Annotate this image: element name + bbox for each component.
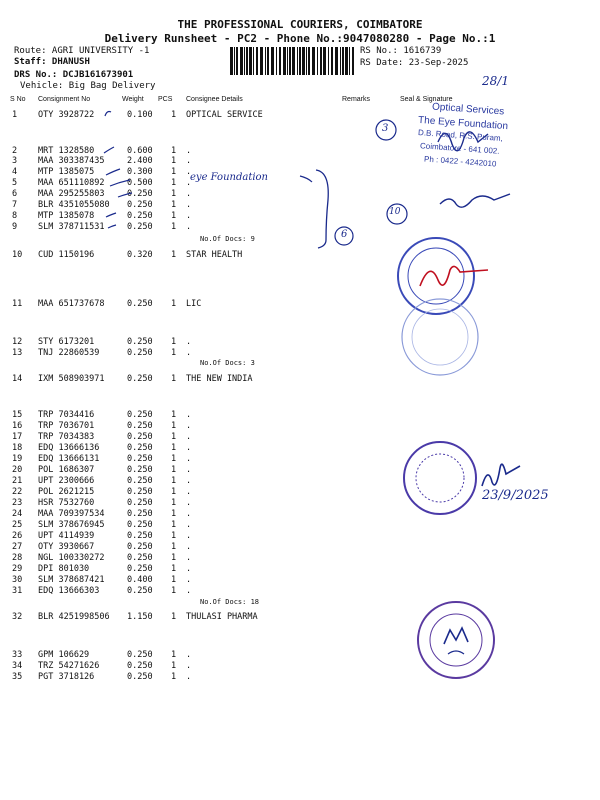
cell-consignee: THULASI PHARMA — [186, 612, 258, 622]
cell-weight: 0.250 — [127, 542, 153, 552]
cell-sno: 1 — [12, 110, 18, 120]
signature — [482, 464, 520, 486]
cell-sno: 16 — [12, 421, 23, 431]
tick-mark — [106, 213, 116, 217]
cell-sno: 21 — [12, 476, 23, 486]
cell-pcs: 1 — [171, 189, 177, 199]
rs-number: RS No.: 1616739 — [360, 46, 442, 56]
cell-weight: 0.500 — [127, 178, 153, 188]
drs-number: DRS No.: DCJB161673901 — [14, 70, 134, 80]
cell-consignment: EDQ 13666136 — [38, 443, 100, 453]
cell-sno: 33 — [12, 650, 23, 660]
cell-pcs: 1 — [171, 564, 177, 574]
cell-pcs: 1 — [171, 299, 177, 309]
cell-sno: 19 — [12, 454, 23, 464]
signature — [420, 266, 488, 286]
cell-sno: 8 — [12, 211, 18, 221]
col-sno: S No — [10, 96, 26, 103]
cell-consignment: UPT 2300666 — [38, 476, 95, 486]
cell-pcs: 1 — [171, 421, 177, 431]
cell-consignment: PGT 3718126 — [38, 672, 95, 682]
cell-sno: 15 — [12, 410, 23, 420]
cell-sno: 13 — [12, 348, 23, 358]
cell-consignee: . — [186, 178, 192, 188]
cell-pcs: 1 — [171, 443, 177, 453]
cell-consignment: SLM 378676945 — [38, 520, 105, 530]
col-seal-signature: Seal & Signature — [400, 96, 453, 103]
cell-consignment: MTP 1385078 — [38, 211, 95, 221]
signature — [448, 651, 464, 654]
cell-pcs: 1 — [171, 575, 177, 585]
cell-weight: 0.400 — [127, 575, 153, 585]
cell-consignee: THE NEW INDIA — [186, 374, 253, 384]
cell-weight: 0.250 — [127, 299, 153, 309]
tick-mark — [108, 225, 116, 228]
col-pcs: PCS — [158, 96, 173, 103]
cell-weight: 0.250 — [127, 509, 153, 519]
cell-sno: 25 — [12, 520, 23, 530]
cell-consignee: LIC — [186, 299, 202, 309]
cell-consignment: TRP 7034383 — [38, 432, 95, 442]
cell-pcs: 1 — [171, 476, 177, 486]
cell-consignee: STAR HEALTH — [186, 250, 243, 260]
cell-sno: 20 — [12, 465, 23, 475]
cell-consignee: . — [186, 222, 192, 232]
cell-sno: 22 — [12, 487, 23, 497]
cell-pcs: 1 — [171, 531, 177, 541]
cell-consignment: OTY 3928722 — [38, 110, 95, 120]
cell-sno: 10 — [12, 250, 23, 260]
cell-pcs: 1 — [171, 222, 177, 232]
cell-consignment: EDQ 13666303 — [38, 586, 100, 596]
cell-weight: 0.250 — [127, 337, 153, 347]
cell-weight: 0.250 — [127, 465, 153, 475]
cell-pcs: 1 — [171, 520, 177, 530]
cell-sno: 11 — [12, 299, 23, 309]
cell-weight: 0.600 — [127, 146, 153, 156]
cell-weight: 0.250 — [127, 348, 153, 358]
cell-pcs: 1 — [171, 661, 177, 671]
handwritten-date: 23/9/2025 — [482, 488, 549, 503]
cell-weight: 0.250 — [127, 222, 153, 232]
handwritten-page-number: 28/1 — [482, 74, 509, 88]
cell-consignment: UPT 4114939 — [38, 531, 95, 541]
cell-consignment: HSR 7532760 — [38, 498, 95, 508]
tick-mark — [118, 193, 132, 197]
cell-sno: 4 — [12, 167, 18, 177]
cell-consignee: . — [186, 156, 192, 166]
cell-consignee: . — [186, 454, 192, 464]
round-stamp — [404, 442, 476, 514]
cell-sno: 35 — [12, 672, 23, 682]
cell-pcs: 1 — [171, 586, 177, 596]
docs-count: No.Of Docs: 18 — [200, 598, 260, 606]
cell-sno: 3 — [12, 156, 18, 166]
cell-consignment: GPM 106629 — [38, 650, 90, 660]
stamp-line: The Eye Foundation — [417, 114, 509, 133]
signature — [440, 194, 510, 207]
cell-sno: 9 — [12, 222, 18, 232]
cell-sno: 6 — [12, 189, 18, 199]
cell-consignee: . — [186, 586, 192, 596]
vehicle: Vehicle: Big Bag Delivery — [20, 81, 156, 91]
col-remarks: Remarks — [342, 96, 371, 103]
cell-pcs: 1 — [171, 348, 177, 358]
cell-consignee: . — [186, 553, 192, 563]
cell-weight: 0.250 — [127, 476, 153, 486]
tick-mark — [105, 112, 111, 117]
cell-consignment: MAA 303387435 — [38, 156, 105, 166]
cell-pcs: 1 — [171, 454, 177, 464]
stamp-line: Optical Services — [431, 101, 505, 118]
cell-weight: 0.250 — [127, 520, 153, 530]
cell-sno: 28 — [12, 553, 23, 563]
cell-weight: 0.300 — [127, 167, 153, 177]
cell-sno: 23 — [12, 498, 23, 508]
tick-mark — [110, 180, 130, 186]
cell-sno: 2 — [12, 146, 18, 156]
cell-pcs: 1 — [171, 200, 177, 210]
cell-pcs: 1 — [171, 146, 177, 156]
cell-consignee: . — [186, 348, 192, 358]
cell-sno: 12 — [12, 337, 23, 347]
cell-consignment: SLM 378711531 — [38, 222, 105, 232]
signature — [444, 628, 468, 644]
cell-consignment: MRT 1328580 — [38, 146, 95, 156]
route: Route: AGRI UNIVERSITY -1 — [14, 46, 150, 56]
cell-consignment: BLR 4351055080 — [38, 200, 110, 210]
col-weight: Weight — [122, 96, 144, 103]
cell-pcs: 1 — [171, 672, 177, 682]
cell-weight: 0.250 — [127, 454, 153, 464]
cell-weight: 0.250 — [127, 211, 153, 221]
cell-pcs: 1 — [171, 178, 177, 188]
cell-pcs: 1 — [171, 509, 177, 519]
cell-consignee: . — [186, 211, 192, 221]
cell-weight: 0.250 — [127, 650, 153, 660]
cell-sno: 27 — [12, 542, 23, 552]
cell-consignment: TRP 7036701 — [38, 421, 95, 431]
cell-consignee: . — [186, 443, 192, 453]
cell-pcs: 1 — [171, 553, 177, 563]
cell-consignee: . — [186, 542, 192, 552]
cell-consignee: . — [186, 421, 192, 431]
cell-pcs: 1 — [171, 337, 177, 347]
cell-consignee: . — [186, 650, 192, 660]
round-stamp — [402, 299, 478, 375]
cell-consignment: STY 6173201 — [38, 337, 95, 347]
cell-sno: 34 — [12, 661, 23, 671]
cell-consignee: . — [186, 465, 192, 475]
cell-weight: 0.250 — [127, 564, 153, 574]
staff: Staff: DHANUSH — [14, 57, 90, 67]
cell-weight: 0.250 — [127, 410, 153, 420]
cell-weight: 0.100 — [127, 110, 153, 120]
cell-weight: 0.250 — [127, 553, 153, 563]
cell-sno: 5 — [12, 178, 18, 188]
cell-weight: 2.400 — [127, 156, 153, 166]
cell-consignment: TNJ 22860539 — [38, 348, 100, 358]
stamp-line: Coimbatore - 641 002. — [419, 141, 500, 156]
cell-consignee: . — [186, 189, 192, 199]
cell-pcs: 1 — [171, 211, 177, 221]
cell-consignment: DPI 801030 — [38, 564, 90, 574]
cell-pcs: 1 — [171, 410, 177, 420]
cell-consignment: EDQ 13666131 — [38, 454, 100, 464]
cell-consignee: . — [186, 531, 192, 541]
cell-pcs: 1 — [171, 465, 177, 475]
cell-sno: 32 — [12, 612, 23, 622]
cell-consignee: . — [186, 200, 192, 210]
rs-date: RS Date: 23-Sep-2025 — [360, 58, 469, 68]
cell-pcs: 1 — [171, 650, 177, 660]
cell-pcs: 1 — [171, 432, 177, 442]
stamp-line: Ph : 0422 - 4242010 — [423, 154, 497, 169]
cell-sno: 31 — [12, 586, 23, 596]
cell-consignee: . — [186, 498, 192, 508]
cell-consignee: . — [186, 520, 192, 530]
cell-pcs: 1 — [171, 250, 177, 260]
col-consignment: Consignment No — [38, 96, 91, 103]
cell-pcs: 1 — [171, 542, 177, 552]
cell-sno: 18 — [12, 443, 23, 453]
col-consignee: Consignee Details — [186, 96, 243, 103]
cell-pcs: 1 — [171, 498, 177, 508]
cell-consignment: POL 2621215 — [38, 487, 95, 497]
cell-sno: 17 — [12, 432, 23, 442]
tick-mark — [106, 169, 120, 175]
cell-consignee: . — [186, 672, 192, 682]
cell-pcs: 1 — [171, 167, 177, 177]
cell-consignee: . — [186, 432, 192, 442]
cell-weight: 0.250 — [127, 672, 153, 682]
cell-weight: 0.250 — [127, 498, 153, 508]
round-stamp — [412, 309, 468, 365]
cell-sno: 14 — [12, 374, 23, 384]
cell-consignment: MAA 295255803 — [38, 189, 105, 199]
cell-pcs: 1 — [171, 487, 177, 497]
cell-consignee: . — [186, 509, 192, 519]
cell-consignment: TRP 7034416 — [38, 410, 95, 420]
cell-consignee: . — [186, 167, 192, 177]
cell-consignment: IXM 508903971 — [38, 374, 105, 384]
cell-sno: 26 — [12, 531, 23, 541]
cell-weight: 0.250 — [127, 487, 153, 497]
cell-weight: 0.250 — [127, 586, 153, 596]
cell-weight: 0.320 — [127, 250, 153, 260]
circled-number-label: 3 — [382, 123, 389, 134]
cell-consignee: . — [186, 575, 192, 585]
cell-consignee: . — [186, 476, 192, 486]
circled-number-label: 6 — [341, 229, 348, 240]
cell-consignment: BLR 4251998506 — [38, 612, 110, 622]
cell-sno: 24 — [12, 509, 23, 519]
cell-sno: 7 — [12, 200, 18, 210]
cell-pcs: 1 — [171, 612, 177, 622]
bracket-mark — [300, 176, 312, 182]
cell-consignment: NGL 100330272 — [38, 553, 105, 563]
cell-consignment: SLM 378687421 — [38, 575, 105, 585]
cell-consignee: . — [186, 487, 192, 497]
cell-weight: 0.250 — [127, 432, 153, 442]
cell-consignee: OPTICAL SERVICE — [186, 110, 263, 120]
cell-sno: 30 — [12, 575, 23, 585]
stamp-line: D.B. Road, R.S. Puram, — [417, 128, 504, 143]
round-stamp — [416, 454, 464, 502]
cell-weight: 0.250 — [127, 661, 153, 671]
bracket-mark — [316, 170, 328, 248]
cell-consignee: . — [186, 661, 192, 671]
docs-count: No.Of Docs: 3 — [200, 359, 255, 367]
tick-mark — [104, 147, 114, 153]
cell-consignment: TRZ 54271626 — [38, 661, 100, 671]
cell-sno: 29 — [12, 564, 23, 574]
cell-weight: 0.250 — [127, 189, 153, 199]
cell-pcs: 1 — [171, 110, 177, 120]
cell-weight: 0.250 — [127, 443, 153, 453]
cell-pcs: 1 — [171, 156, 177, 166]
docs-count: No.Of Docs: 9 — [200, 235, 255, 243]
cell-consignment: MAA 709397534 — [38, 509, 105, 519]
cell-consignment: MTP 1385075 — [38, 167, 95, 177]
cell-consignment: MAA 651110892 — [38, 178, 105, 188]
cell-consignment: MAA 651737678 — [38, 299, 105, 309]
cell-pcs: 1 — [171, 374, 177, 384]
cell-consignment: OTY 3930667 — [38, 542, 95, 552]
cell-consignment: CUD 1150196 — [38, 250, 95, 260]
cell-consignee: . — [186, 564, 192, 574]
cell-weight: 0.250 — [127, 374, 153, 384]
runsheet-subtitle: Delivery Runsheet - PC2 - Phone No.:9047080280 - Page No.:1 — [104, 32, 496, 45]
company-title: THE PROFESSIONAL COURIERS, COIMBATORE — [177, 18, 423, 31]
cell-weight: 0.250 — [127, 421, 153, 431]
cell-consignee: . — [186, 410, 192, 420]
cell-weight: 0.250 — [127, 531, 153, 541]
cell-weight: 0.250 — [127, 200, 153, 210]
cell-consignment: POL 1686307 — [38, 465, 95, 475]
circled-number-label: 10 — [389, 207, 401, 217]
cell-consignee: . — [186, 146, 192, 156]
handwritten-note: eye Foundation — [190, 172, 268, 183]
cell-consignee: . — [186, 337, 192, 347]
cell-weight: 1.150 — [127, 612, 153, 622]
